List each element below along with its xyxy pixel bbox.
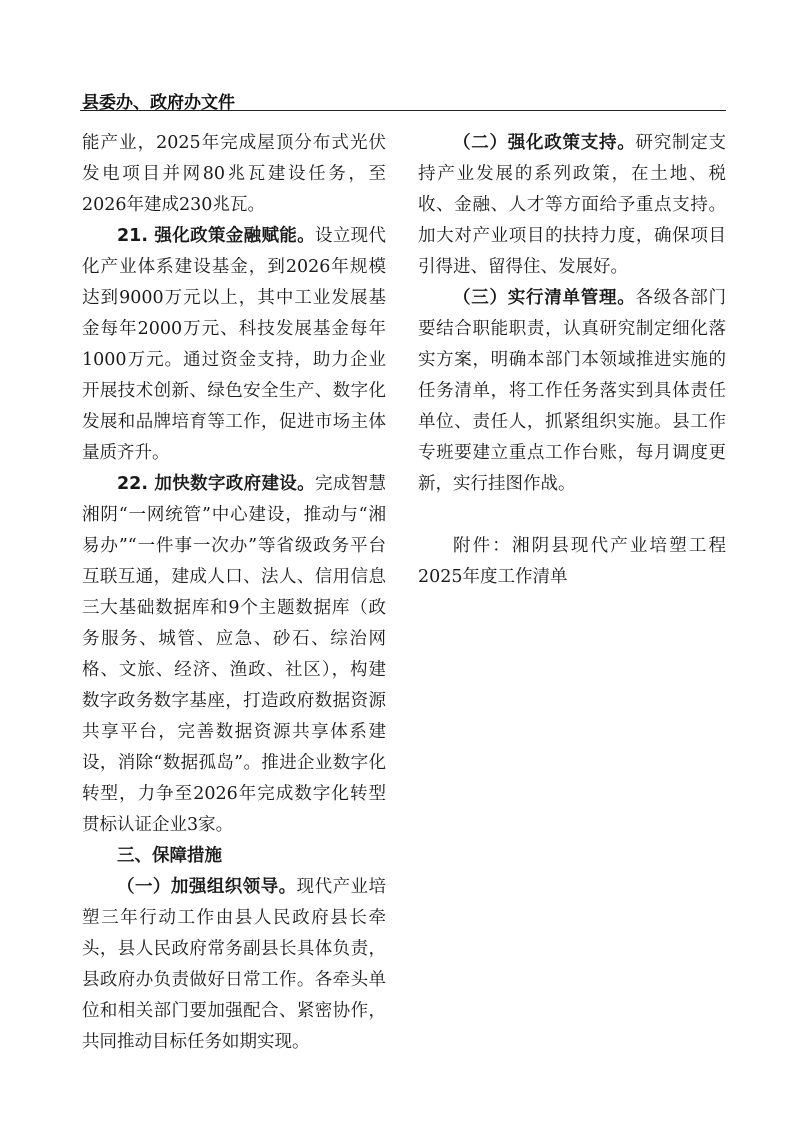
measure-1-body: 现代产业培塑三年行动工作由县人民政府县长牵头，县人民政府常务副县长具体负责，县政府办负责做好日常工作。各牵头单位和相关部门要加强配合、紧密协作，共同推动目标任务如期实现。 — [82, 877, 387, 1052]
measure-2-body: 研究制定支持产业发展的系列政策，在土地、税收、金融、人才等方面给予重点支持。加大对产业项目的扶持力度，确保项目引得进、留得住、发展好。 — [418, 133, 726, 277]
item-21 — [82, 221, 386, 469]
attachment-note: 附件：湘阴县现代产业培塑工程2025年度工作清单 — [418, 536, 726, 587]
item-21-body: 设立现代化产业体系建设基金，到2026年规模达到9000万元以上，其中工业发展基金每年2000万元、科技发展基金每年1000万元。通过资金支持，助力企业开展技术创新、绿色安全生产、数字化发展和品牌培育等工作，促进市场主体量质齐升。 — [82, 226, 387, 463]
paragraph-continued: 能产业，2025年完成屋顶分布式光伏发电项目并网80兆瓦建设任务，至2026年建成230兆瓦。 — [82, 133, 386, 215]
measure-3-body: 各级各部门要结合职能职责，认真研究制定细化落实方案，明确本部门本领域推进实施的任务清单，将工作任务落实到具体责任单位、责任人，抓紧组织实施。县工作专班要建立重点工作台账，每月调度更新，实行挂图作战。 — [418, 288, 726, 494]
item-22 — [82, 469, 386, 841]
document-header: 县委办、政府办文件 — [82, 93, 235, 113]
measure-1 — [82, 872, 386, 1058]
left-column — [82, 128, 386, 1058]
measure-3 — [418, 283, 726, 500]
item-22-heading: 22. 加快数字政府建设。 — [117, 474, 315, 494]
section-heading-safeguards: 三、保障措施 — [117, 846, 222, 866]
measure-3-heading: （三）实行清单管理。 — [453, 288, 636, 308]
item-22-body: 完成智慧湘阴“一网统管”中心建设，推动与“湘易办”“一件事一次办”等省级政务平台互联互通，建成人口、法人、信用信息三大基础数据库和9个主题数据库（政务服务、城管、应急、砂石、综治网格、文旅、经济、渔政、社区），构建数字政务数字基座，打造政府数据资源共享平台，完善数据资源共享体系建设，消除“数据孤岛”。推进企业数字化转型，力争至2026年完成数字化转型贯标认证企业3家。 — [82, 474, 387, 835]
measure-1-heading: （一）加强组织领导。 — [117, 877, 297, 897]
measure-2 — [418, 128, 726, 283]
item-21-heading: 21. 强化政策金融赋能。 — [117, 226, 315, 246]
header-rule — [80, 110, 726, 111]
measure-2-heading: （二）强化政策支持。 — [453, 133, 636, 153]
right-column — [418, 128, 726, 593]
